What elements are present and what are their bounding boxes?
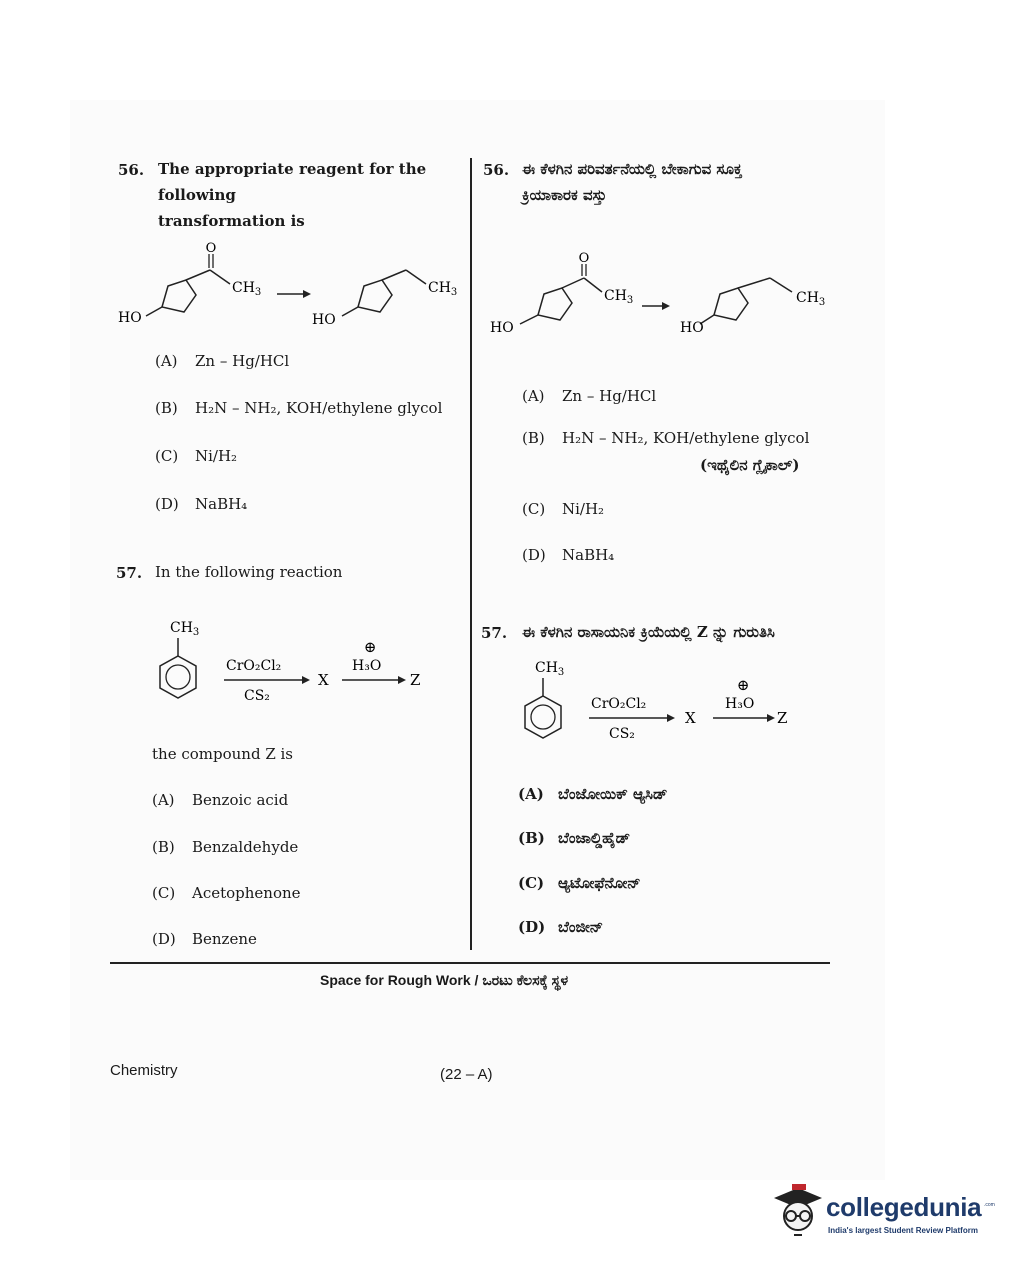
- cyclopentane-ring: [162, 280, 196, 312]
- hydroxyl-label: HO: [490, 320, 514, 336]
- bond: [186, 270, 210, 280]
- methyl-label: $CH_3$: [796, 290, 826, 308]
- cyclopentane-ring: [358, 280, 392, 312]
- positive-charge: ⊕: [363, 638, 377, 656]
- right-q57-option-c: (C) ಆ್ಯಟೋಫೆನೋನ್: [518, 874, 641, 892]
- left-q57-text: In the following reaction: [155, 563, 343, 581]
- left-q56-option-b: (B) H₂N – NH₂, KOH/ethylene glycol: [155, 399, 443, 417]
- left-q57-number: 57.: [116, 564, 143, 582]
- methyl-label: $CH_3$: [604, 288, 634, 306]
- student-mascot-icon: [770, 1182, 824, 1240]
- right-q56-option-b: (B) H₂N – NH₂, KOH/ethylene glycol: [522, 429, 810, 447]
- left-q56-text-line2: transformation is: [158, 212, 305, 230]
- left-q57-option-b: (B) Benzaldehyde: [152, 838, 299, 856]
- reagent-top: CrO₂Cl₂: [226, 658, 282, 674]
- right-q57-reaction: [505, 652, 805, 752]
- left-q56-text: [158, 156, 473, 234]
- bond: [520, 315, 538, 324]
- methyl-label: $CH_3$: [170, 620, 200, 638]
- logo-domain: .com: [984, 1202, 995, 1208]
- left-q56-number: 56.: [118, 161, 145, 179]
- hydroxyl-label: HO: [118, 310, 142, 326]
- right-q57-option-b: (B) ಬೆಂಜಾಲ್ಡಿಹೈಡ್: [518, 829, 631, 847]
- bond: [210, 270, 230, 284]
- left-q56-option-d: (D) NaBH₄: [155, 495, 248, 513]
- logo-name: collegedunia: [826, 1192, 982, 1222]
- rough-work-label: Space for Rough Work / ಒರಟು ಕೆಲಸಕ್ಕೆ ಸ್ಥಳ: [320, 972, 569, 988]
- right-q57-option-a: (A) ಬೆಂಜೋಯಿಕ್ ಆ್ಯಸಿಡ್: [518, 785, 668, 803]
- arrow-head: [302, 676, 310, 684]
- cyclopentane-ring: [714, 288, 748, 320]
- right-q56-option-c: (C) Ni/H₂: [522, 500, 605, 518]
- left-q56-option-c: (C) Ni/H₂: [155, 447, 238, 465]
- cyclopentane-ring: [538, 288, 572, 320]
- left-q57-reaction: [140, 612, 440, 722]
- reagent-top: CrO₂Cl₂: [591, 696, 647, 712]
- aromatic-circle: [531, 705, 555, 729]
- acid-label: H₃O: [352, 658, 382, 674]
- left-q56-option-a: (A) Zn – Hg/HCl: [155, 352, 290, 370]
- positive-charge: ⊕: [736, 676, 750, 694]
- right-q56-text: [522, 156, 842, 208]
- right-q56-number: 56.: [483, 161, 510, 179]
- arrow-head: [303, 290, 311, 298]
- intermediate-x: X: [318, 671, 329, 689]
- methyl-label: $CH_3$: [535, 660, 565, 678]
- arrow-head: [662, 302, 670, 310]
- bond: [382, 270, 406, 280]
- bond: [562, 278, 584, 288]
- intermediate-x: X: [685, 709, 696, 727]
- right-q56-text-line2: ಕ್ರಿಯಾಕಾರಕ ವಸ್ತು: [522, 186, 607, 204]
- left-q56-text-line1: The appropriate reagent for the following: [158, 160, 427, 204]
- page-number: (22 – A): [440, 1066, 493, 1083]
- right-q56-transformation: [480, 250, 840, 345]
- left-q56-transformation: [110, 236, 470, 336]
- acid-label: H₃O: [725, 696, 755, 712]
- arrow-head: [767, 714, 775, 722]
- bond: [146, 307, 162, 316]
- logo-tagline: India's largest Student Review Platform: [828, 1226, 978, 1235]
- methyl-label: $CH_3$: [428, 280, 458, 298]
- reagent-bottom: CS₂: [609, 726, 635, 742]
- right-q57-number: 57.: [481, 624, 508, 642]
- right-q56-option-b-extra: (ಇಥೈಲಿನ ಗ್ಲೈಕಾಲ್): [700, 456, 800, 474]
- right-q56-text-line1: ಈ ಕೆಳಗಿನ ಪರಿವರ್ತನೆಯಲ್ಲಿ ಬೇಕಾಗುವ ಸೂಕ್ತ: [522, 160, 742, 178]
- hydroxyl-label: HO: [680, 320, 704, 336]
- collegedunia-logo[interactable]: [770, 1180, 1000, 1250]
- bond: [584, 278, 602, 292]
- bond: [770, 278, 792, 292]
- product-z: Z: [777, 709, 788, 727]
- bond: [342, 307, 358, 316]
- aromatic-circle: [166, 665, 190, 689]
- right-q56-option-a: (A) Zn – Hg/HCl: [522, 387, 657, 405]
- subject-label: Chemistry: [110, 1062, 178, 1079]
- reagent-bottom: CS₂: [244, 688, 270, 704]
- hydroxyl-label: HO: [312, 312, 336, 328]
- bottom-rule: [110, 962, 830, 964]
- left-q57-option-c: (C) Acetophenone: [152, 884, 301, 902]
- left-q57-option-a: (A) Benzoic acid: [152, 791, 289, 809]
- arrow-head: [667, 714, 675, 722]
- bond: [738, 278, 770, 288]
- oxygen-label: O: [205, 241, 217, 256]
- oxygen-label: O: [578, 251, 590, 266]
- right-q57-text: ಈ ಕೆಳಗಿನ ರಾಸಾಯನಿಕ ಕ್ರಿಯೆಯಲ್ಲಿ Z ನ್ನು ಗುರುತಿಸಿ: [522, 623, 775, 641]
- methyl-label: $CH_3$: [232, 280, 262, 298]
- bond: [406, 270, 426, 284]
- right-q56-option-d: (D) NaBH₄: [522, 546, 615, 564]
- right-q57-option-d: (D) ಬೆಂಜೀನ್: [518, 918, 604, 936]
- left-q57-option-d: (D) Benzene: [152, 930, 257, 948]
- product-z: Z: [410, 671, 421, 689]
- arrow-head: [398, 676, 406, 684]
- left-q57-after: the compound Z is: [152, 745, 293, 763]
- column-divider: [470, 158, 472, 950]
